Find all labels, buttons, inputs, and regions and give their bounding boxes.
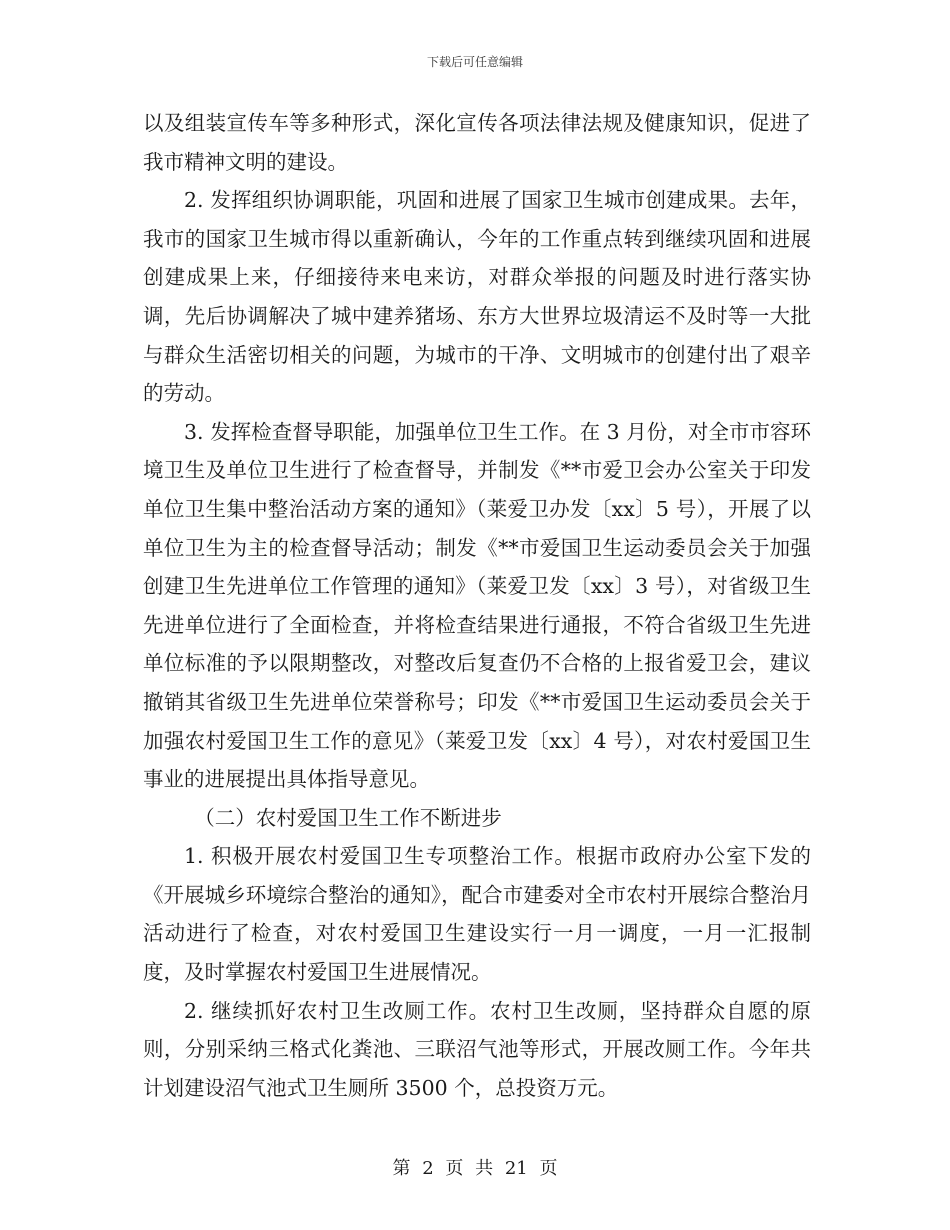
paragraph-item-2: 2. 发挥组织协调职能，巩固和进展了国家卫生城市创建成果。去年，我市的国家卫生城市得以重新确认，今年的工作重点转到继续巩固和进展创建成果上来，仔细接待来电来访，对群众举报的问题及时进行落实协调，先后协调解决了城中建养猪场、东方大世界垃圾清运不及时等一大批与群众生活密切相关的问题，为城市的干净、文明城市的创建付出了艰辛的劳动。 [143, 188, 811, 406]
page-header: 下载后可任意编辑 [426, 55, 523, 69]
page-number: 第 2 页 共 21 页 [392, 1158, 558, 1179]
paragraph-continuation: 以及组装宣传车等多种形式，深化宣传各项法律法规及健康知识，促进了我市精神文明的建设。 [143, 111, 811, 174]
paragraph-rural-2: 2. 继续抓好农村卫生改厕工作。农村卫生改厕，坚持群众自愿的原则，分别采纳三格式化粪池、三联沼气池等形式，开展改厕工作。今年共计划建设沼气池式卫生厕所 3500 个，总投资万元。 [143, 998, 811, 1100]
document-body [143, 104, 811, 1107]
paragraph-rural-1: 1. 积极开展农村爱国卫生专项整治工作。根据市政府办公室下发的《开展城乡环境综合整治的通知》，配合市建委对全市农村开展综合整治月活动进行了检查，对农村爱国卫生建设实行一月一调度，一月一汇报制度，及时掌握农村爱国卫生进展情况。 [143, 844, 811, 985]
section-heading: （二）农村爱国卫生工作不断进步 [194, 805, 502, 830]
paragraph-item-3: 3. 发挥检查督导职能，加强单位卫生工作。在 3 月份，对全市市容环境卫生及单位卫生进行了检查督导，并制发《**市爱卫会办公室关于印发单位卫生集中整治活动方案的通知》（莱爱卫办发〔xx〕5 号），开展了以单位卫生为主的检查督导活动；制发《**市爱国卫生运动委员会关于加强创建卫生先进单位工作管理的通知》（莱爱卫发〔xx〕3 号），对省级卫生先进单位进行了全面检查，并将检查结果进行通报，不符合省级卫生先进单位标准的予以限期整改，对整改后复查仍不合格的上报省爱卫会，建议撤销其省级卫生先进单位荣誉称号；印发《**市爱国卫生运动委员会关于加强农村爱国卫生工作的意见》（莱爱卫发〔xx〕4 号），对农村爱国卫生事业的进展提出具体指导意见。 [143, 419, 811, 792]
